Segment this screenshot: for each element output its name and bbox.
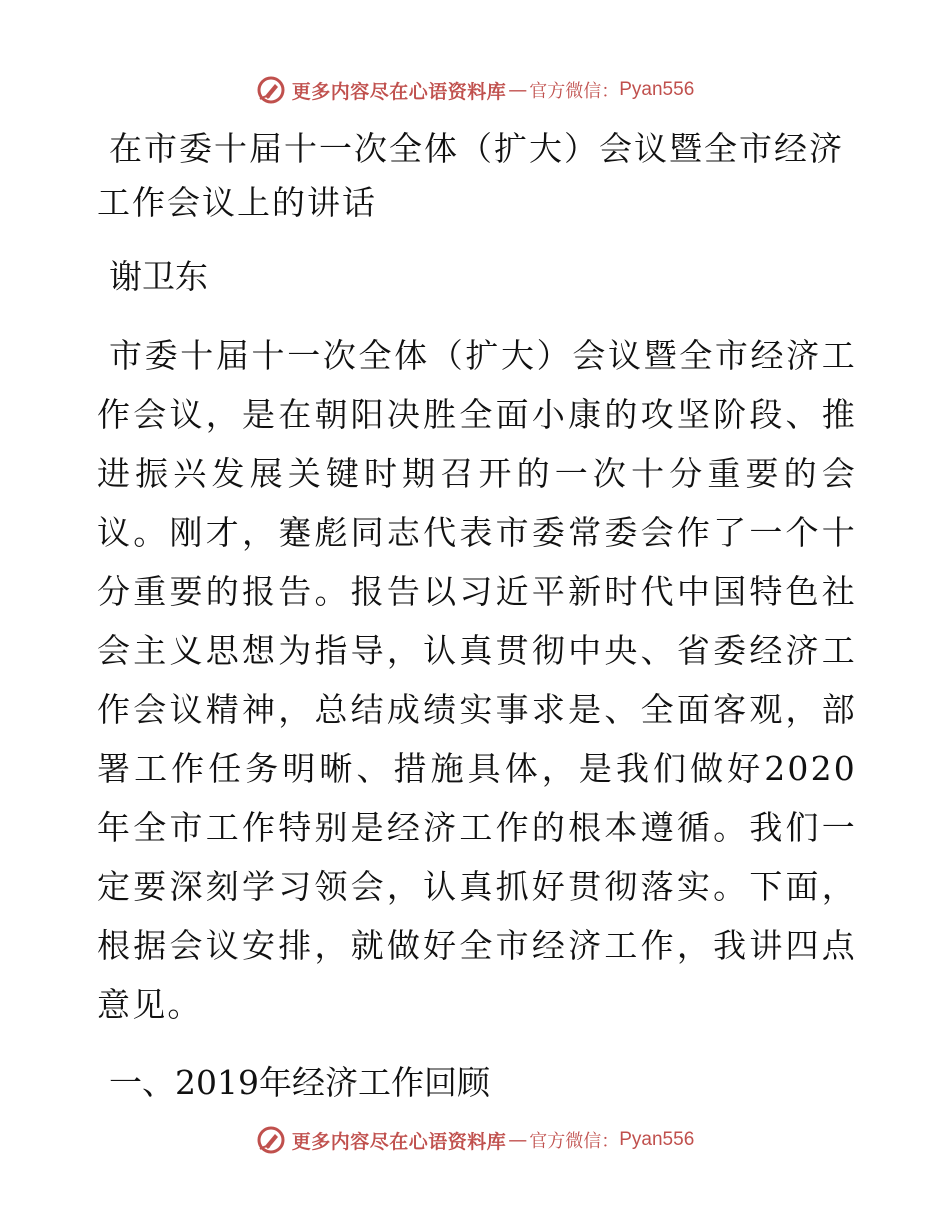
document-body <box>97 122 857 1110</box>
watermark-header <box>0 70 950 110</box>
watermark-separator: — <box>508 1129 528 1151</box>
watermark-text: 更多内容尽在心语资料库 <box>291 1130 507 1153</box>
watermark-text: 更多内容尽在心语资料库 <box>291 80 507 103</box>
watermark-footer <box>0 1120 950 1160</box>
document-title: 在市委十届十一次全体（扩大）会议暨全市经济工作会议上的讲话 <box>97 129 844 222</box>
document-author: 谢卫东 <box>109 257 208 296</box>
pen-logo-icon <box>256 1125 286 1155</box>
watermark-label: 官方微信： <box>529 1131 620 1152</box>
paragraph: 市委十届十一次全体（扩大）会议暨全市经济工作会议，是在朝阳决胜全面小康的攻坚阶段、推进振兴发展关键时期召开的一次十分重要的会议。刚才，蹇彪同志代表市委常委会作了一个十分重要的报告。报告以习近平新时代中国特色社会主义思想为指导，认真贯彻中央、省委经济工作会议精神，总结成绩实事求是、全面客观，部署工作任务明晰、措施具体，是我们做好2020年全市工作特别是经济工作的根本遵循。我们一定要深刻学习领会，认真抓好贯彻落实。下面，根据会议安排，就做好全市经济工作，我讲四点意见。 <box>97 336 857 1024</box>
pen-logo-icon <box>256 75 286 105</box>
watermark-label: 官方微信： <box>529 81 620 102</box>
watermark-wechat-id: Pyan556 <box>619 1129 695 1150</box>
watermark-separator: — <box>508 79 528 101</box>
watermark-wechat-id: Pyan556 <box>619 79 695 100</box>
section-heading: 一、2019年经济工作回顾 <box>109 1063 490 1102</box>
